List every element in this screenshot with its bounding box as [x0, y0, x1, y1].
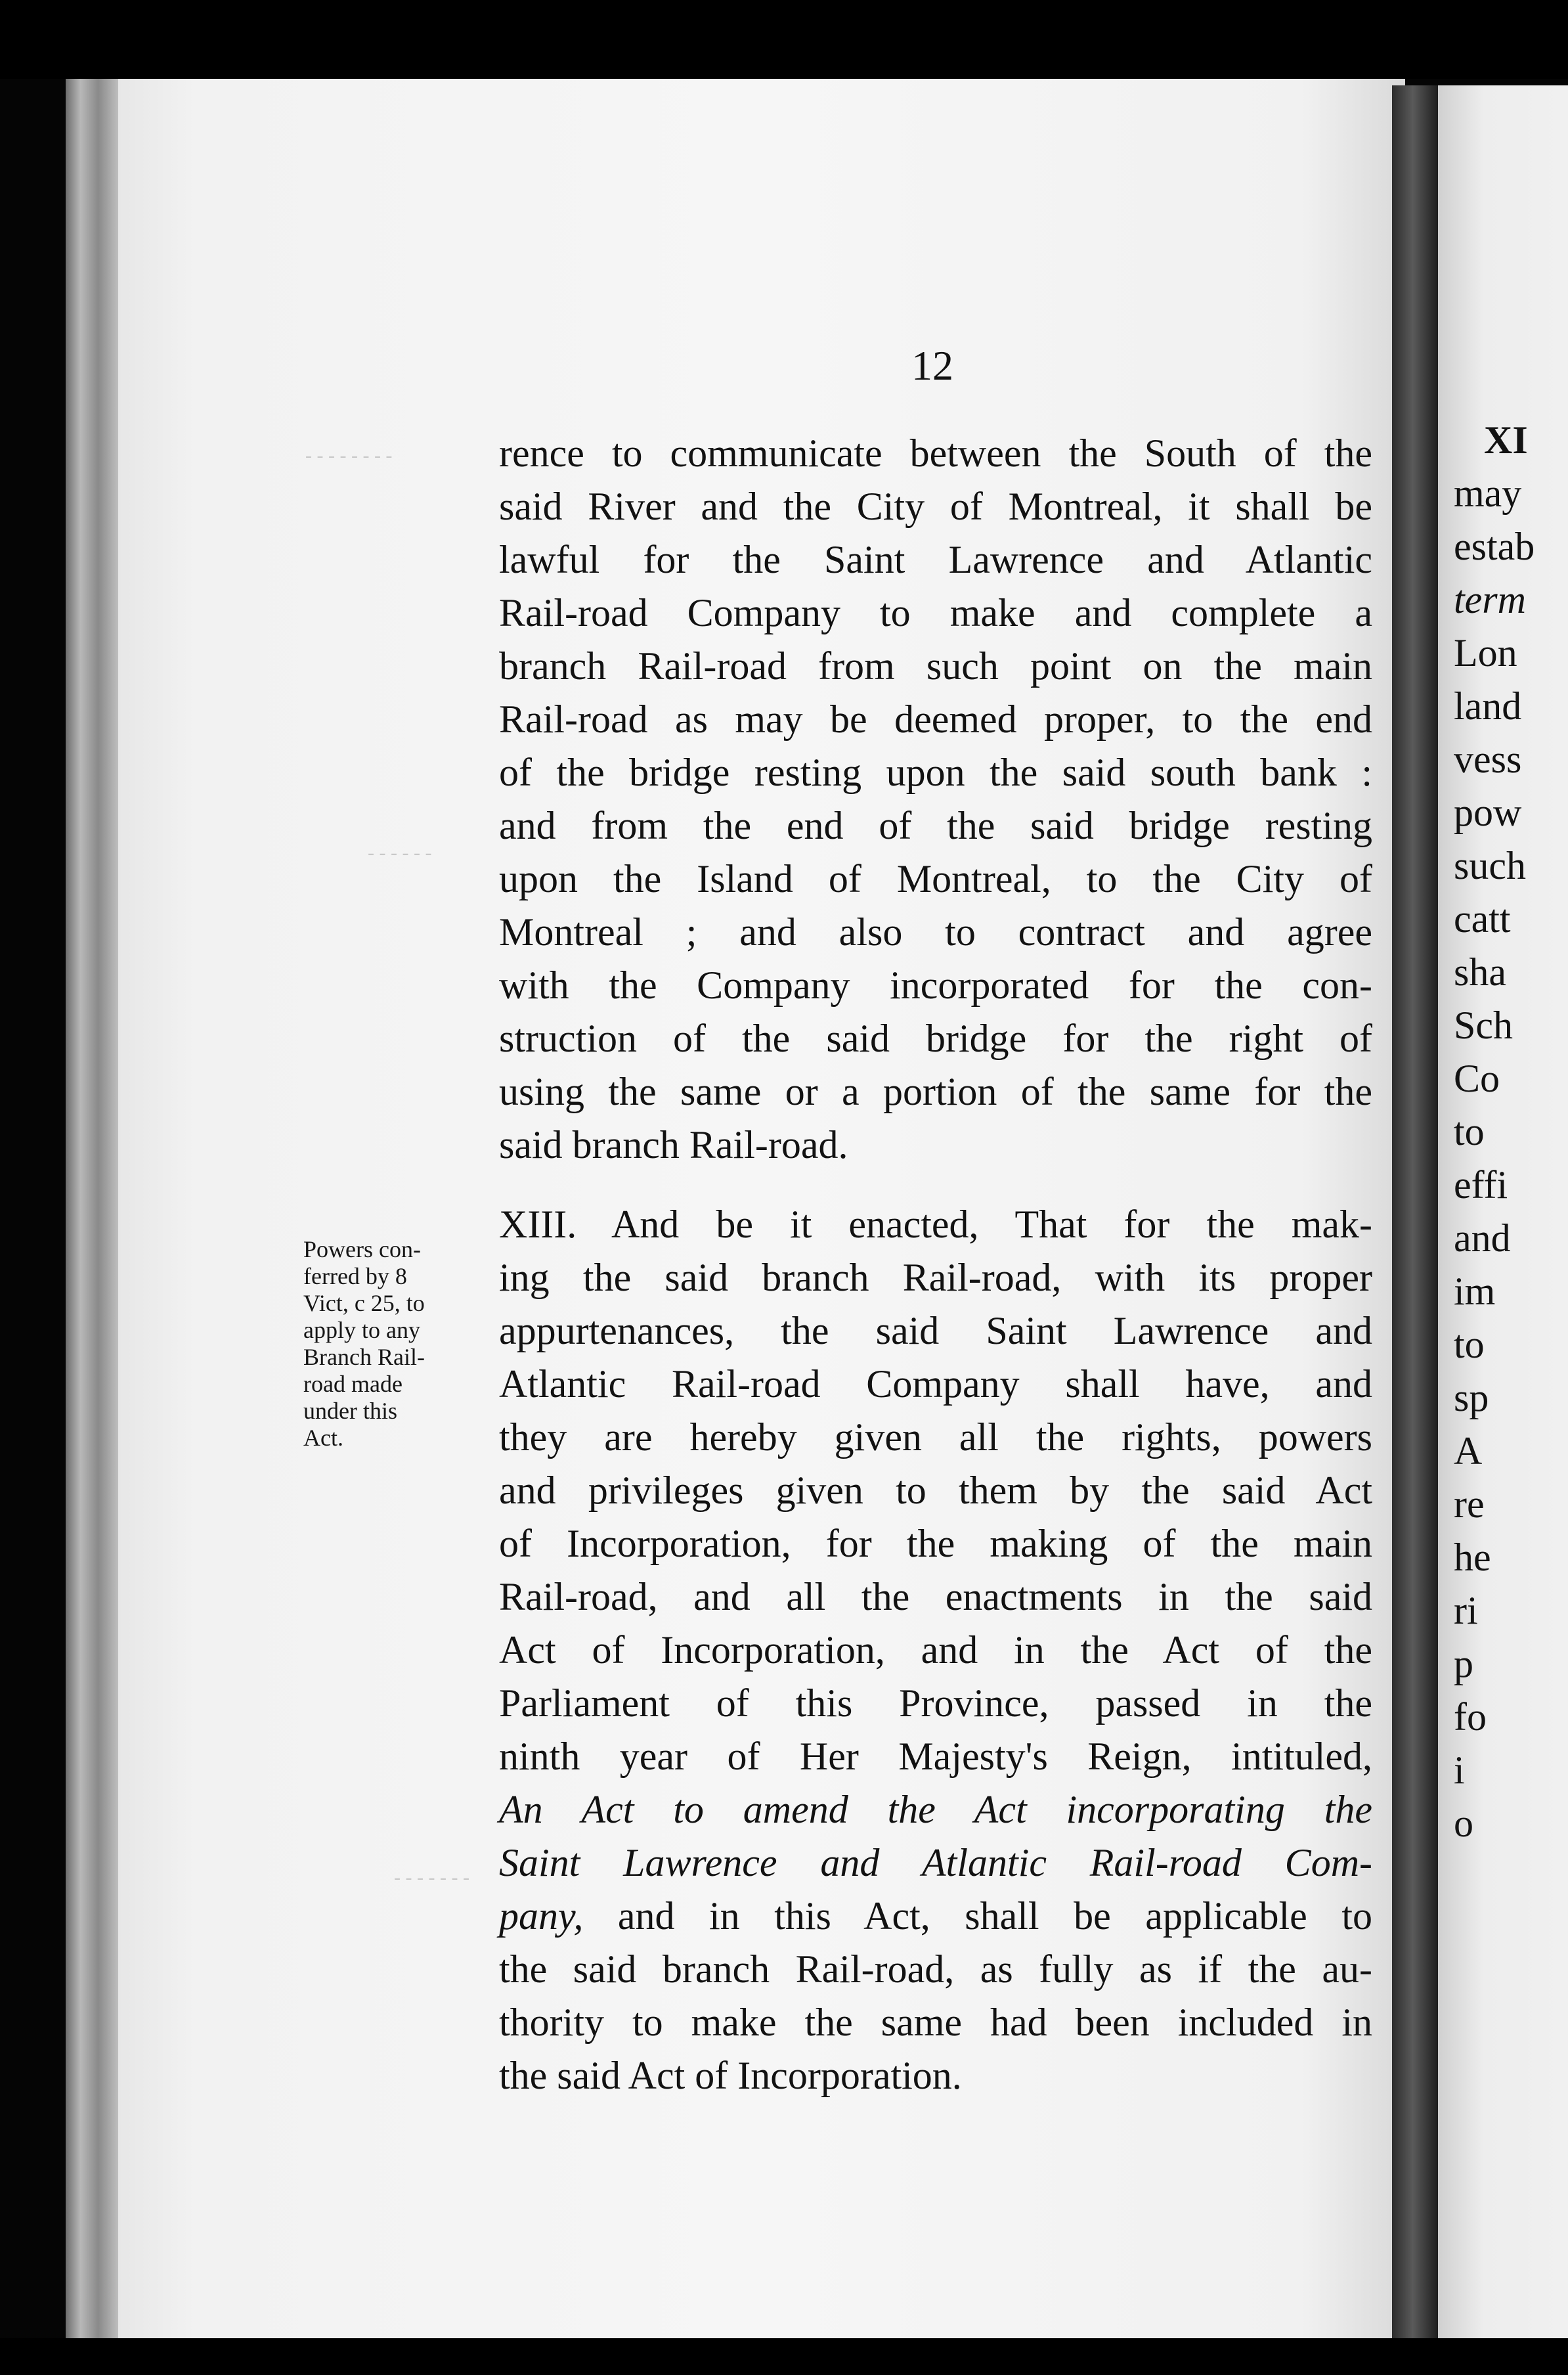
adjacent-page-fragment: land: [1454, 684, 1522, 728]
text-line: Parliament of this Province, passed in the: [499, 1681, 1372, 1725]
text-line: using the same or a portion of the same for the: [499, 1070, 1372, 1113]
adjacent-page-fragment: fo: [1454, 1695, 1487, 1739]
adjacent-page-fragment: A: [1454, 1429, 1483, 1473]
margin-note-line: apply to any: [303, 1317, 420, 1343]
text-line: and privileges given to them by the said Act: [499, 1469, 1372, 1512]
text-fragment: and in this Act, shall be applicable to: [583, 1894, 1372, 1938]
adjacent-page-fragment: and: [1454, 1216, 1511, 1260]
adjacent-page-fragment: Co: [1454, 1057, 1500, 1100]
adjacent-page-fragment: i: [1454, 1748, 1465, 1792]
margin-note-line: road made: [303, 1371, 403, 1397]
adjacent-page: [1438, 85, 1568, 2375]
adjacent-page-fragment: such: [1454, 844, 1526, 887]
text-line: of the bridge resting upon the said south bank :: [499, 751, 1372, 794]
body-text: [499, 427, 1372, 2102]
bleed-through-mark: - - - - - - -: [394, 1867, 469, 1888]
act-title-line: An Act to amend the Act incorporating the: [499, 1788, 1372, 1831]
adjacent-page-fragment: o: [1454, 1802, 1473, 1845]
text-line: Atlantic Rail-road Company shall have, and: [499, 1362, 1372, 1406]
adjacent-page-fragment: ri: [1454, 1589, 1478, 1632]
text-line: thority to make the same had been included in: [499, 2001, 1372, 2044]
act-title-end: pany,: [499, 1894, 584, 1938]
text-line: they are hereby given all the rights, powers: [499, 1415, 1372, 1459]
text-line: rence to communicate between the South of the: [499, 432, 1372, 475]
adjacent-page-fragment: Sch: [1454, 1004, 1513, 1047]
page-number: 12: [911, 342, 953, 389]
adjacent-page-fragment: effi: [1454, 1163, 1508, 1207]
book-gutter: [1392, 85, 1438, 2345]
adjacent-page-fragment: catt: [1454, 897, 1511, 941]
adjacent-page-fragment: vess: [1454, 738, 1522, 781]
text-line: Montreal ; and also to contract and agree: [499, 910, 1372, 954]
act-title-line: Saint Lawrence and Atlantic Rail-road Com-: [499, 1841, 1372, 1884]
text-line: struction of the said bridge for the right of: [499, 1017, 1372, 1060]
text-line: of Incorporation, for the making of the main: [499, 1522, 1372, 1565]
scan-bottom-border: [0, 2338, 1568, 2375]
adjacent-page-fragment: sha: [1454, 950, 1506, 994]
adjacent-page-fragment: im: [1454, 1270, 1496, 1313]
margin-note-line: under this: [303, 1398, 397, 1424]
margin-note: [303, 1236, 481, 1452]
text-line: Act of Incorporation, and in the Act of the: [499, 1628, 1372, 1672]
text-line: and from the end of the said bridge resting: [499, 804, 1372, 847]
adjacent-page-fragment: pow: [1454, 791, 1522, 834]
book-left-edge: [66, 79, 125, 2364]
section-xii-continuation: [499, 427, 1372, 1172]
text-line: Rail-road as may be deemed proper, to the end: [499, 698, 1372, 741]
adjacent-page-fragment: p: [1454, 1642, 1473, 1685]
text-line: lawful for the Saint Lawrence and Atlantic: [499, 538, 1372, 581]
text-line: the said Act of Incorporation.: [499, 2054, 962, 2097]
adjacent-page-fragment: XI: [1484, 418, 1528, 462]
scan-top-border: [0, 0, 1568, 79]
text-line: said River and the City of Montreal, it shall be: [499, 485, 1372, 528]
adjacent-page-fragment: sp: [1454, 1376, 1489, 1419]
text-line: branch Rail-road from such point on the main: [499, 644, 1372, 688]
text-line: upon the Island of Montreal, to the City of: [499, 857, 1372, 900]
text-line: Rail-road, and all the enactments in the said: [499, 1575, 1372, 1618]
section-xiii: [499, 1198, 1372, 2102]
text-line: with the Company incorporated for the con-: [499, 964, 1372, 1007]
bleed-through-mark: - - - - - -: [368, 842, 432, 864]
adjacent-page-fragment: may: [1454, 472, 1522, 515]
adjacent-page-fragment: to: [1454, 1323, 1485, 1366]
adjacent-page-fragment: estab: [1454, 525, 1535, 568]
text-line: ing the said branch Rail-road, with its proper: [499, 1256, 1372, 1299]
bleed-through-mark: - - - - - - - -: [305, 445, 393, 466]
text-line: said branch Rail-road.: [499, 1123, 848, 1166]
adjacent-page-fragment: he: [1454, 1536, 1491, 1579]
margin-note-line: Powers con-: [303, 1236, 421, 1262]
adjacent-page-fragment: re: [1454, 1482, 1485, 1526]
text-line: the said branch Rail-road, as fully as if the au-: [499, 1947, 1372, 1991]
text-line: ninth year of Her Majesty's Reign, intituled,: [499, 1735, 1372, 1778]
margin-note-line: Act.: [303, 1425, 343, 1451]
margin-note-line: ferred by 8: [303, 1263, 407, 1289]
text-line: XIII. And be it enacted, That for the mak-: [499, 1203, 1372, 1246]
margin-note-line: Branch Rail-: [303, 1344, 425, 1370]
text-line: Rail-road Company to make and complete a: [499, 591, 1372, 634]
margin-note-line: Vict, c 25, to: [303, 1290, 425, 1316]
adjacent-page-fragment: to: [1454, 1110, 1485, 1153]
adjacent-page-fragment: Lon: [1454, 631, 1517, 675]
adjacent-page-fragment: term: [1454, 578, 1526, 621]
text-line: [499, 1890, 1372, 1943]
text-line: appurtenances, the said Saint Lawrence and: [499, 1309, 1372, 1352]
